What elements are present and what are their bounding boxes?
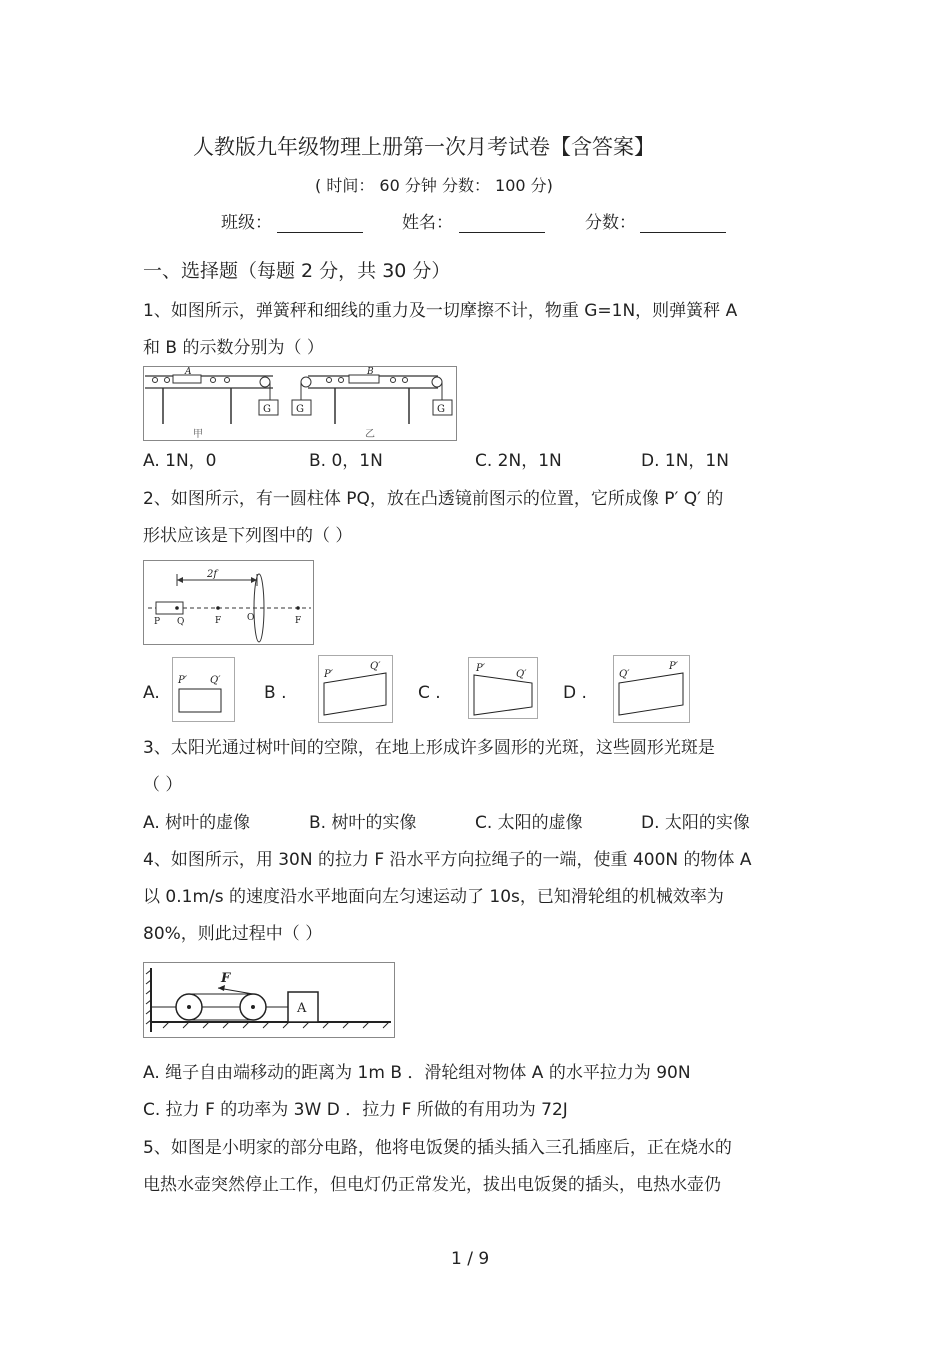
q1-figure <box>143 366 457 441</box>
q2b-p-prime: P′ <box>324 669 333 680</box>
q2-label-2f: 2f <box>207 569 218 580</box>
q1-label-g2: G <box>296 404 304 415</box>
q1-label-b: B <box>367 367 374 377</box>
q2a-p-prime: P′ <box>178 675 187 686</box>
q3-option-c[interactable]: C. 太阳的虚像 <box>475 813 583 833</box>
q2-stem-line2: 形状应该是下列图中的（ ） <box>143 526 353 546</box>
q2-lens-figure <box>143 560 314 645</box>
q2-option-b[interactable]: B . <box>264 683 287 703</box>
q2d-q-prime: Q′ <box>619 669 630 680</box>
name-blank-line[interactable] <box>459 232 545 233</box>
q2-option-d[interactable]: D . <box>563 683 587 703</box>
q2-label-f2: F <box>295 616 302 626</box>
q4-stem-line1: 4、如图所示，用 30N 的拉力 F 沿水平方向拉绳子的一端，使重 400N 的物体 A <box>143 850 752 870</box>
q3-stem-line2: （ ） <box>143 775 183 795</box>
score-label: 分数： <box>585 213 636 233</box>
class-blank-line[interactable] <box>277 232 363 233</box>
q2-label-p: P <box>154 617 161 627</box>
q3-stem-line1: 3、太阳光通过树叶间的空隙，在地上形成许多圆形的光斑，这些圆形光斑是 <box>143 738 715 758</box>
exam-time-score: ( 时间： 60 分钟 分数： 100 分) <box>315 176 553 195</box>
q2-option-a-figure[interactable] <box>172 657 235 722</box>
q2c-p-prime: P′ <box>476 663 485 674</box>
q4-pulley-figure <box>143 962 395 1038</box>
q2-option-b-figure[interactable] <box>318 655 393 723</box>
q4-label-a: A <box>297 1001 307 1016</box>
q1-label-yi: 乙 <box>365 429 375 440</box>
q2-label-o: O <box>247 613 255 623</box>
q2a-q-prime: Q′ <box>210 675 221 686</box>
q3-option-d[interactable]: D. 太阳的实像 <box>641 813 750 833</box>
class-label: 班级： <box>221 213 272 233</box>
q1-option-a[interactable]: A. 1N，0 <box>143 451 217 471</box>
q1-label-g3: G <box>437 404 445 415</box>
q2-object-pq <box>156 602 183 614</box>
q2-stem-line1: 2、如图所示，有一圆柱体 PQ，放在凸透镜前图示的位置，它所成像 P′ Q′ 的 <box>143 489 724 509</box>
score-blank-line[interactable] <box>640 232 726 233</box>
q2b-q-prime: Q′ <box>370 661 381 672</box>
q2-option-a[interactable]: A. <box>143 683 160 703</box>
q4-options-ab[interactable]: A. 绳子自由端移动的距离为 1m B ．滑轮组对物体 A 的水平拉力为 90N <box>143 1063 691 1083</box>
q2-label-q: Q <box>177 617 185 627</box>
q5-stem-line2: 电热水壶突然停止工作，但电灯仍正常发光，拔出电饭煲的插头，电热水壶仍 <box>143 1175 721 1195</box>
q1-option-c[interactable]: C. 2N，1N <box>475 451 562 471</box>
q2c-q-prime: Q′ <box>516 669 527 680</box>
q1-option-b[interactable]: B. 0，1N <box>309 451 383 471</box>
q3-option-b[interactable]: B. 树叶的实像 <box>309 813 417 833</box>
q1-label-a: A <box>185 367 192 377</box>
section-heading: 一、选择题（每题 2 分，共 30 分） <box>143 260 451 282</box>
page-number: 1 / 9 <box>451 1249 490 1269</box>
q4-stem-line3: 80%，则此过程中（ ） <box>143 924 323 944</box>
q5-stem-line1: 5、如图是小明家的部分电路，他将电饭煲的插头插入三孔插座后，正在烧水的 <box>143 1138 732 1158</box>
q2-option-d-figure[interactable] <box>613 655 690 723</box>
q1-stem-line1: 1、如图所示，弹簧秤和细线的重力及一切摩擦不计，物重 G=1N，则弹簧秤 A <box>143 301 738 321</box>
q2-label-f1: F <box>215 616 222 626</box>
q1-label-jia: 甲 <box>193 429 203 440</box>
page-title: 人教版九年级物理上册第一次月考试卷【含答案】 <box>193 135 655 159</box>
q2d-p-prime: P′ <box>669 661 678 672</box>
q1-stem-line2: 和 B 的示数分别为（ ） <box>143 338 324 358</box>
q4-label-f: F <box>221 971 231 986</box>
q2-option-c[interactable]: C . <box>418 683 441 703</box>
q3-option-a[interactable]: A. 树叶的虚像 <box>143 813 251 833</box>
q1-option-d[interactable]: D. 1N，1N <box>641 451 729 471</box>
name-label: 姓名： <box>402 213 453 233</box>
q4-options-cd[interactable]: C. 拉力 F 的功率为 3W D ．拉力 F 所做的有用功为 72J <box>143 1100 568 1120</box>
q4-stem-line2: 以 0.1m/s 的速度沿水平地面向左匀速运动了 10s，已知滑轮组的机械效率为 <box>143 887 724 907</box>
q2-option-c-figure[interactable] <box>468 657 538 719</box>
q1-label-g1: G <box>263 404 271 415</box>
